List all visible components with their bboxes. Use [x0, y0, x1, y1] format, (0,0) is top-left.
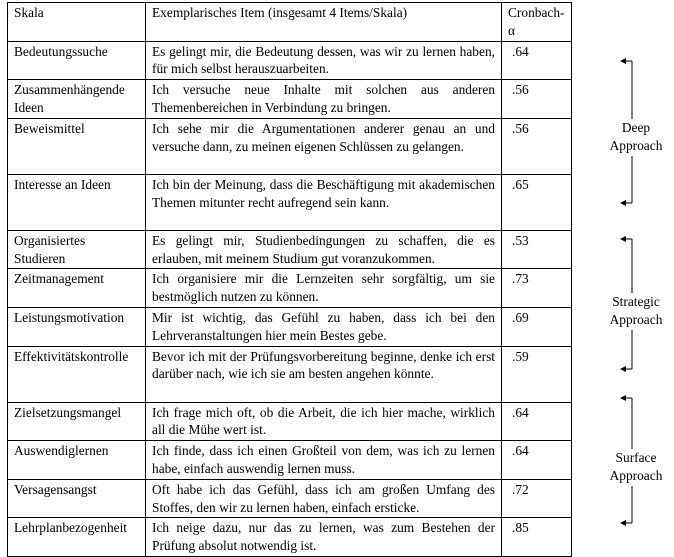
scale-name-cell: Zusammenhängende Ideen — [8, 80, 146, 119]
cronbach-alpha-cell: .72 — [502, 479, 572, 518]
strategic-approach-line1: Strategic — [612, 294, 660, 309]
example-item-cell: Ich finde, dass ich einen Großteil von dem, was ich zu lernen habe, einfach auswendig lernen muss. — [146, 441, 502, 480]
example-item-cell: Es gelingt mir, die Bedeutung dessen, was wir zu lernen haben, für mich selbst herauszuarbeiten. — [146, 41, 502, 80]
cronbach-alpha-cell: .64 — [502, 41, 572, 80]
table-row — [8, 80, 572, 119]
table-row — [8, 402, 572, 441]
cronbach-alpha-cell: .69 — [502, 307, 572, 346]
example-item-cell: Ich sehe mir die Argumentationen anderer genau an und versuche dann, zu meinen eigenen Schlüssen zu gelangen. — [146, 118, 502, 174]
arrow-head-icon — [620, 366, 626, 372]
table-row — [8, 269, 572, 308]
arrow-head-icon — [620, 520, 626, 526]
scale-name-cell: Effektivitätskontrolle — [8, 346, 146, 402]
cronbach-alpha-cell: .64 — [502, 402, 572, 441]
cronbach-alpha-cell: .65 — [502, 174, 572, 230]
arrow-head-icon — [620, 395, 626, 401]
example-item-cell: Ich versuche neue Inhalte mit solchen aus anderen Themenbereichen in Verbindung zu bringen. — [146, 80, 502, 119]
scale-name-cell: Beweismittel — [8, 118, 146, 174]
scale-name-cell: Zeitmanagement — [8, 269, 146, 308]
table-row — [8, 518, 572, 557]
cronbach-alpha-cell: .59 — [502, 346, 572, 402]
table-row — [8, 174, 572, 230]
header-alpha: Cronbach-α — [502, 3, 572, 42]
table-row — [8, 118, 572, 174]
table-row — [8, 230, 572, 269]
surface-approach-line2: Approach — [609, 468, 663, 483]
cronbach-alpha-cell: .56 — [502, 80, 572, 119]
header-item: Exemplarisches Item (insgesamt 4 Items/Skala) — [146, 3, 502, 42]
example-item-cell: Bevor ich mit der Prüfungsvorbereitung beginne, denke ich erst darüber nach, wie ich sie am besten angehen könnte. — [146, 346, 502, 402]
cronbach-alpha-cell: .85 — [502, 518, 572, 557]
strategic-approach-line2: Approach — [609, 312, 663, 327]
header-row — [8, 3, 572, 42]
cronbach-alpha-cell: .53 — [502, 230, 572, 269]
scale-name-cell: Leistungsmotivation — [8, 307, 146, 346]
table-row — [8, 307, 572, 346]
surface-approach-line1: Surface — [615, 450, 657, 465]
arrow-head-icon — [620, 58, 626, 64]
example-item-cell: Mir ist wichtig, das Gefühl zu haben, dass ich bei den Lehrveranstaltungen hier mein Bestes gebe. — [146, 307, 502, 346]
example-item-cell: Ich bin der Meinung, dass die Beschäftigung mit akademischen Themen mitunter recht aufregend sein kann. — [146, 174, 502, 230]
cronbach-alpha-cell: .64 — [502, 441, 572, 480]
example-item-cell: Oft habe ich das Gefühl, dass ich am großen Umfang des Stoffes, den wir zu lernen haben, einfach ersticke. — [146, 479, 502, 518]
cronbach-alpha-cell: .73 — [502, 269, 572, 308]
example-item-cell: Es gelingt mir, Studienbedingungen zu schaffen, die es erlauben, mit meinem Studium gut voranzukommen. — [146, 230, 502, 269]
strategic-approach-label — [601, 293, 671, 329]
scale-name-cell: Zielsetzungsmangel — [8, 402, 146, 441]
example-item-cell: Ich frage mich oft, ob die Arbeit, die ich hier mache, wirklich all die Mühe wert ist. — [146, 402, 502, 441]
surface-approach-label — [601, 449, 671, 485]
arrow-head-icon — [620, 200, 626, 206]
scale-name-cell: Auswendiglernen — [8, 441, 146, 480]
scale-name-cell: Bedeutungssuche — [8, 41, 146, 80]
header-skala: Skala — [8, 3, 146, 42]
deep-approach-label — [601, 119, 671, 155]
example-item-cell: Ich organisiere mir die Lernzeiten sehr sorgfältig, um sie bestmöglich nutzen zu können. — [146, 269, 502, 308]
deep-approach-line1: Deep — [621, 120, 651, 135]
scales-table — [7, 2, 572, 557]
example-item-cell: Ich neige dazu, nur das zu lernen, was zum Bestehen der Prüfung absolut notwendig ist. — [146, 518, 502, 557]
scale-name-cell: Versagensangst — [8, 479, 146, 518]
table-row — [8, 441, 572, 480]
deep-approach-line2: Approach — [609, 138, 663, 153]
scale-name-cell: Lehrplanbezogenheit — [8, 518, 146, 557]
arrow-head-icon — [620, 236, 626, 242]
scale-name-cell: Interesse an Ideen — [8, 174, 146, 230]
cronbach-alpha-cell: .56 — [502, 118, 572, 174]
table-row — [8, 479, 572, 518]
table-body — [8, 41, 572, 556]
scale-name-cell: Organisiertes Studieren — [8, 230, 146, 269]
table-row — [8, 346, 572, 402]
table-row — [8, 41, 572, 80]
